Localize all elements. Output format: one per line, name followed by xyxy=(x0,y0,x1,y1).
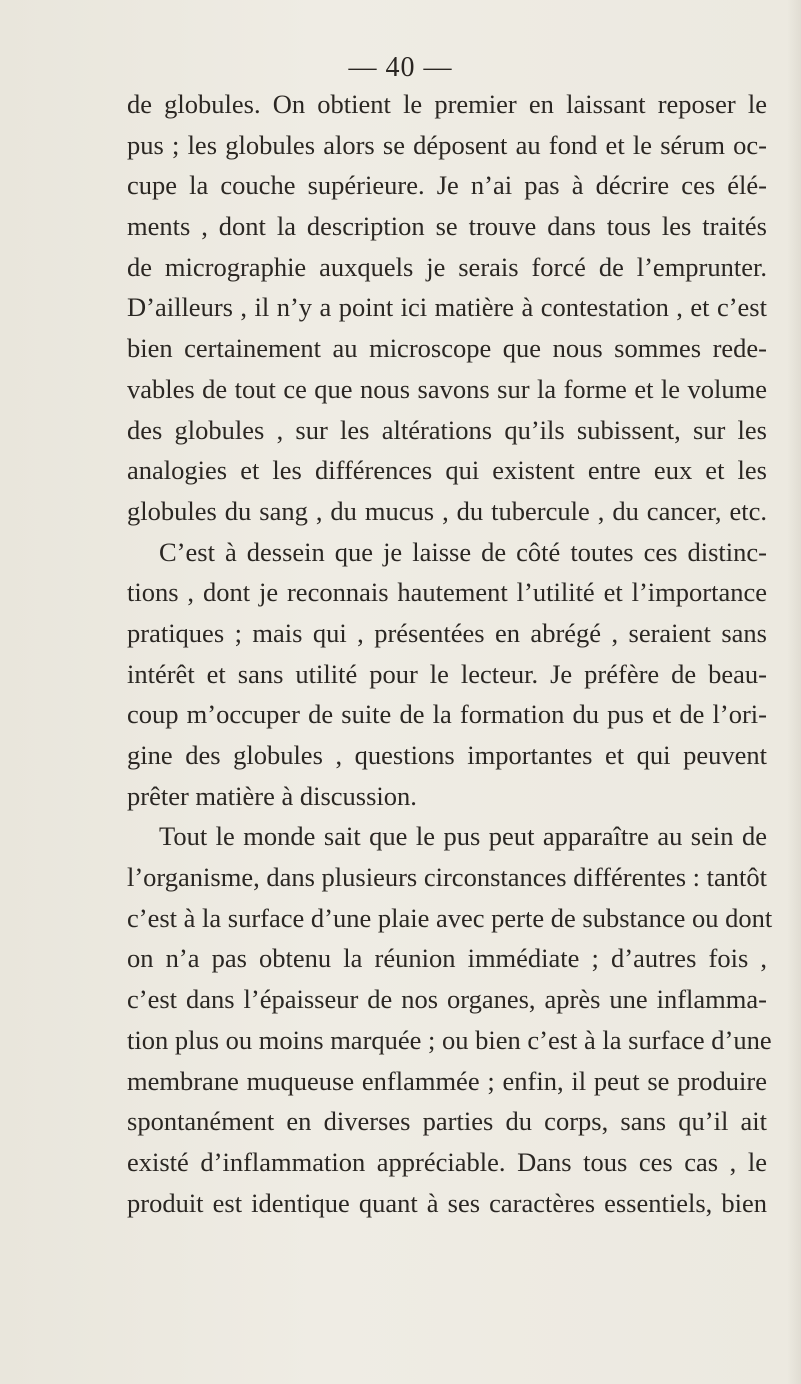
text-line: intérêt et sans utilité pour le lecteur. Je préfère de beau- xyxy=(127,658,767,689)
text-line: tion plus ou moins marquée ; ou bien c’est à la surface d’une xyxy=(127,1024,772,1055)
text-line: Tout le monde sait que le pus peut apparaître au sein de xyxy=(159,821,767,852)
text-line: globules du sang , du mucus , du tubercule , du cancer, etc. xyxy=(127,495,767,526)
text-line: bien certainement au microscope que nous sommes rede- xyxy=(127,333,767,364)
text-line: produit est identique quant à ses caractères essentiels, bien xyxy=(127,1187,767,1218)
text-line: tions , dont je reconnais hautement l’utilité et l’importance xyxy=(127,577,767,608)
page-number: — 40 — xyxy=(348,52,453,83)
text-line: de micrographie auxquels je serais forcé de l’emprunter. xyxy=(127,251,767,282)
text-line: membrane muqueuse enflammée ; enfin, il peut se produire xyxy=(127,1065,767,1096)
text-line: D’ailleurs , il n’y a point ici matière à contestation , et c’est xyxy=(127,292,767,323)
text-line: C’est à dessein que je laisse de côté toutes ces distinc- xyxy=(159,536,767,567)
text-line: pratiques ; mais qui , présentées en abrégé , seraient sans xyxy=(127,617,767,648)
text-line: ments , dont la description se trouve dans tous les traités xyxy=(127,211,767,242)
text-line: on n’a pas obtenu la réunion immédiate ; d’autres fois , xyxy=(127,943,767,974)
text-line: des globules , sur les altérations qu’ils subissent, sur les xyxy=(127,414,767,445)
text-line: l’organisme, dans plusieurs circonstances différentes : tantôt xyxy=(127,862,767,893)
page-edge-shadow xyxy=(787,0,801,1384)
text-line: coup m’occuper de suite de la formation du pus et de l’ori- xyxy=(127,699,767,730)
text-line: existé d’inflammation appréciable. Dans tous ces cas , le xyxy=(127,1146,767,1177)
text-line: c’est dans l’épaisseur de nos organes, après une inflamma- xyxy=(127,984,767,1015)
text-line: pus ; les globules alors se déposent au fond et le sérum oc- xyxy=(127,129,767,160)
text-line: c’est à la surface d’une plaie avec perte de substance ou dont xyxy=(127,902,773,933)
text-line: analogies et les différences qui existent entre eux et les xyxy=(127,455,767,486)
body-text xyxy=(127,84,773,1223)
text-line: de globules. On obtient le premier en laissant reposer le xyxy=(127,89,767,119)
text-line: cupe la couche supérieure. Je n’ai pas à décrire ces élé- xyxy=(127,170,767,201)
text-line: vables de tout ce que nous savons sur la forme et le volume xyxy=(127,373,767,404)
text-line: gine des globules , questions importantes et qui peuvent xyxy=(127,740,767,770)
text-line: spontanément en diverses parties du corps, sans qu’il ait xyxy=(127,1106,767,1137)
text-line: prêter matière à discussion. xyxy=(127,780,417,811)
